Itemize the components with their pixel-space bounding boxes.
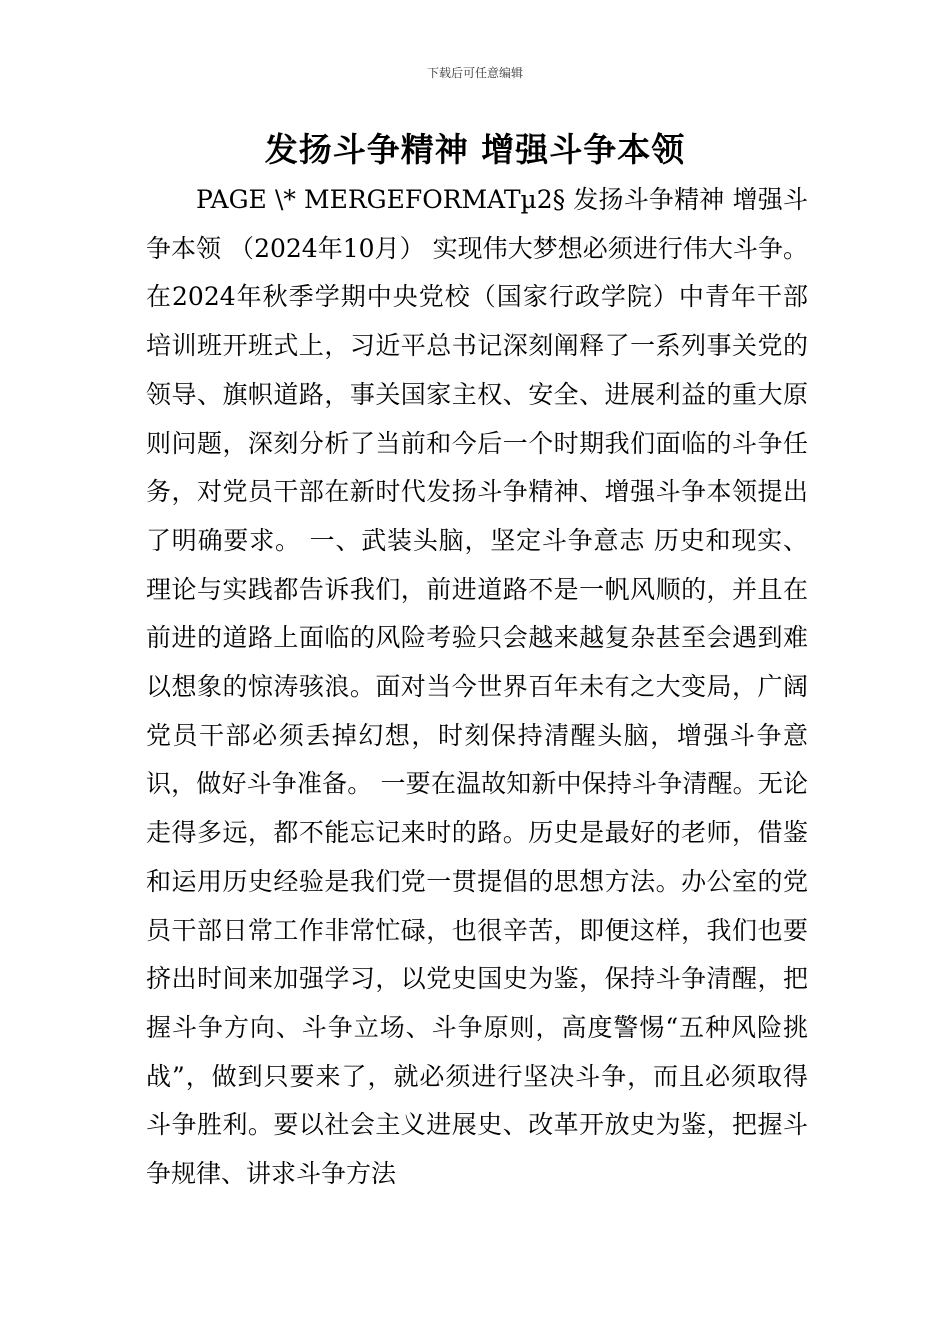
document-title: 发扬斗争精神 增强斗争本领 xyxy=(264,130,686,169)
page-header-note: 下载后可任意编辑 xyxy=(426,66,523,80)
document-body: PAGE \* MERGEFORMATµ2§ 发扬斗争精神 增强斗争本领 （2024年10月） 实现伟大梦想必须进行伟大斗争。在2024年秋季学期中央党校（国家行政学院）中青年干部培训班开班式上，习近平总书记深刻阐释了一系列事关党的领导、旗帜道路，事关国家主权、安全、进展利益的重大原则问题，深刻分析了当前和今后一个时期我们面临的斗争任务，对党员干部在新时代发扬斗争精神、增强斗争本领提出了明确要求。 一、武装头脑，坚定斗争意志 历史和现实、理论与实践都告诉我们，前进道路不是一帆风顺的，并且在前进的道路上面临的风险考验只会越来越复杂甚至会遇到难以想象的惊涛骇浪。面对当今世界百年未有之大变局，广阔党员干部必须丢掉幻想，时刻保持清醒头脑，增强斗争意识，做好斗争准备。 一要在温故知新中保持斗争清醒。无论走得多远，都不能忘记来时的路。历史是最好的老师，借鉴和运用历史经验是我们党一贯提倡的思想方法。办公室的党员干部日常工作非常忙碌，也很辛苦，即便这样，我们也要挤出时间来加强学习，以党史国史为鉴，保持斗争清醒，把握斗争方向、斗争立场、斗争原则，高度警惕“五种风险挑战”，做到只要来了，就必须进行坚决斗争，而且必须取得斗争胜利。要以社会主义进展史、改革开放史为鉴，把握斗争规律、讲求斗争方法 xyxy=(146,185,808,1189)
